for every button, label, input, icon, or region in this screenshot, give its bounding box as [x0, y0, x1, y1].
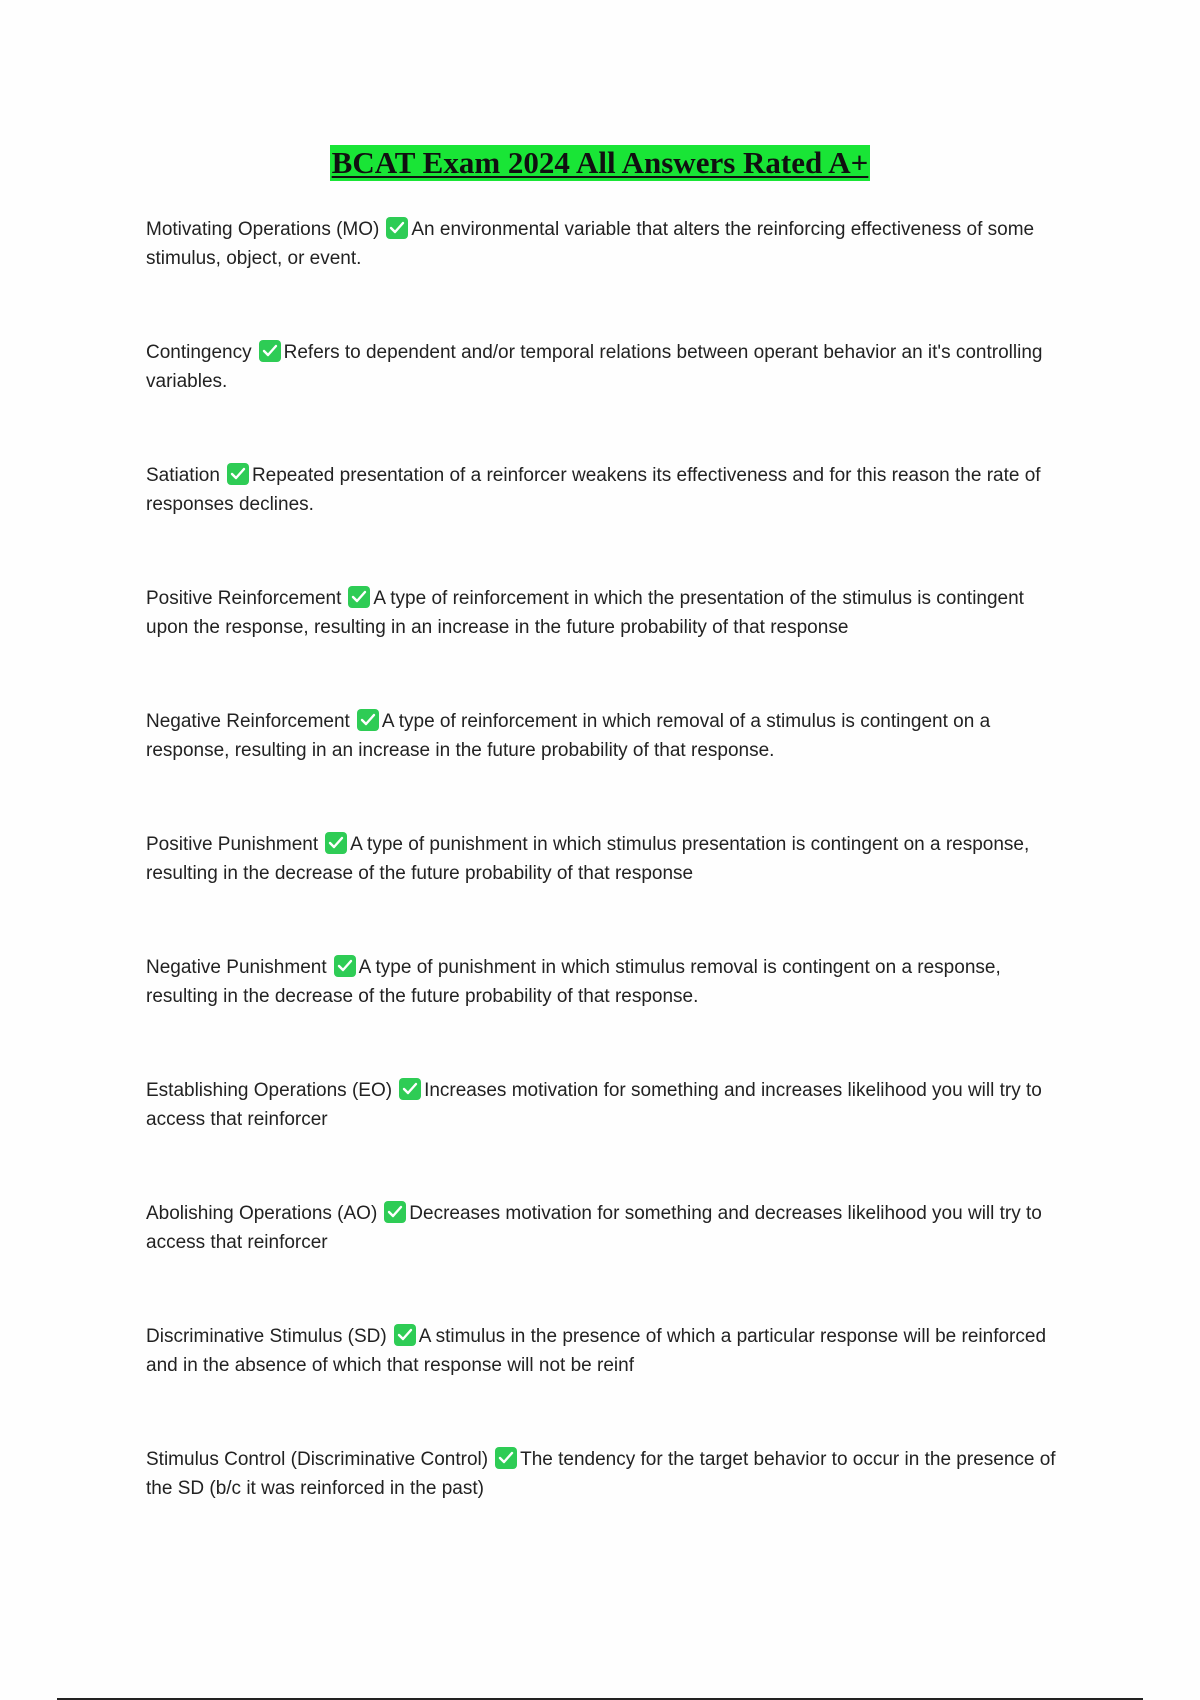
entry-term: Satiation	[146, 465, 220, 486]
check-mark-icon	[348, 586, 370, 608]
entry-discriminative-stimulus	[146, 1322, 1066, 1445]
entry-term: Negative Reinforcement	[146, 711, 350, 732]
entry-stimulus-control	[146, 1445, 1066, 1568]
entry-term: Negative Punishment	[146, 957, 327, 978]
entry-definition: Refers to dependent and/or temporal relations between operant behavior an it's controlling variables.	[146, 342, 1043, 392]
check-mark-icon	[227, 463, 249, 485]
entry-definition: A type of reinforcement in which removal of a stimulus is contingent on a response, resulting in an increase in the future probability of that response.	[146, 711, 991, 761]
entry-list	[146, 215, 1066, 1568]
entry-establishing-operations	[146, 1076, 1066, 1199]
entry-definition: Decreases motivation for something and decreases likelihood you will try to access that reinforcer	[146, 1203, 1042, 1253]
entry-term: Discriminative Stimulus (SD)	[146, 1326, 387, 1347]
entry-definition: An environmental variable that alters the reinforcing effectiveness of some stimulus, object, or event.	[146, 219, 1035, 269]
entry-term: Positive Punishment	[146, 834, 319, 855]
entry-positive-reinforcement	[146, 584, 1066, 707]
check-mark-icon	[334, 955, 356, 977]
entry-abolishing-operations	[146, 1199, 1066, 1322]
entry-positive-punishment	[146, 830, 1066, 953]
check-mark-icon	[259, 340, 281, 362]
entry-term: Positive Reinforcement	[146, 588, 342, 609]
check-mark-icon	[394, 1324, 416, 1346]
entry-term: Abolishing Operations (AO)	[146, 1203, 378, 1224]
entry-contingency	[146, 338, 1066, 461]
title-container	[0, 145, 1200, 181]
entry-definition: A type of reinforcement in which the presentation of the stimulus is contingent upon the response, resulting in an increase in the future probability of that response	[146, 588, 1024, 638]
check-mark-icon	[384, 1201, 406, 1223]
check-mark-icon	[495, 1447, 517, 1469]
entry-definition: Increases motivation for something and increases likelihood you will try to access that reinforcer	[146, 1080, 1042, 1130]
entry-term: Contingency	[146, 342, 252, 363]
entry-definition: A type of punishment in which stimulus removal is contingent on a response, resulting in the decrease of the future probability of that response.	[146, 957, 1001, 1007]
entry-negative-reinforcement	[146, 707, 1066, 830]
entry-definition: The tendency for the target behavior to occur in the presence of the SD (b/c it was reinforced in the past)	[146, 1449, 1056, 1499]
entry-definition: A type of punishment in which stimulus presentation is contingent on a response, resulting in the decrease of the future probability of that response	[146, 834, 1030, 884]
entry-term: Motivating Operations (MO)	[146, 219, 380, 240]
entry-negative-punishment	[146, 953, 1066, 1076]
check-mark-icon	[357, 709, 379, 731]
entry-definition: A stimulus in the presence of which a particular response will be reinforced and in the absence of which that response will not be reinf	[146, 1326, 1047, 1376]
check-mark-icon	[386, 217, 408, 239]
entry-definition: Repeated presentation of a reinforcer weakens its effectiveness and for this reason the rate of responses declines.	[146, 465, 1041, 515]
check-mark-icon	[325, 832, 347, 854]
entry-satiation	[146, 461, 1066, 584]
document-title: BCAT Exam 2024 All Answers Rated A+	[331, 145, 869, 180]
check-mark-icon	[399, 1078, 421, 1100]
entry-term: Establishing Operations (EO)	[146, 1080, 393, 1101]
entry-term: Stimulus Control (Discriminative Control)	[146, 1449, 489, 1470]
entry-motivating-operations	[146, 215, 1066, 338]
